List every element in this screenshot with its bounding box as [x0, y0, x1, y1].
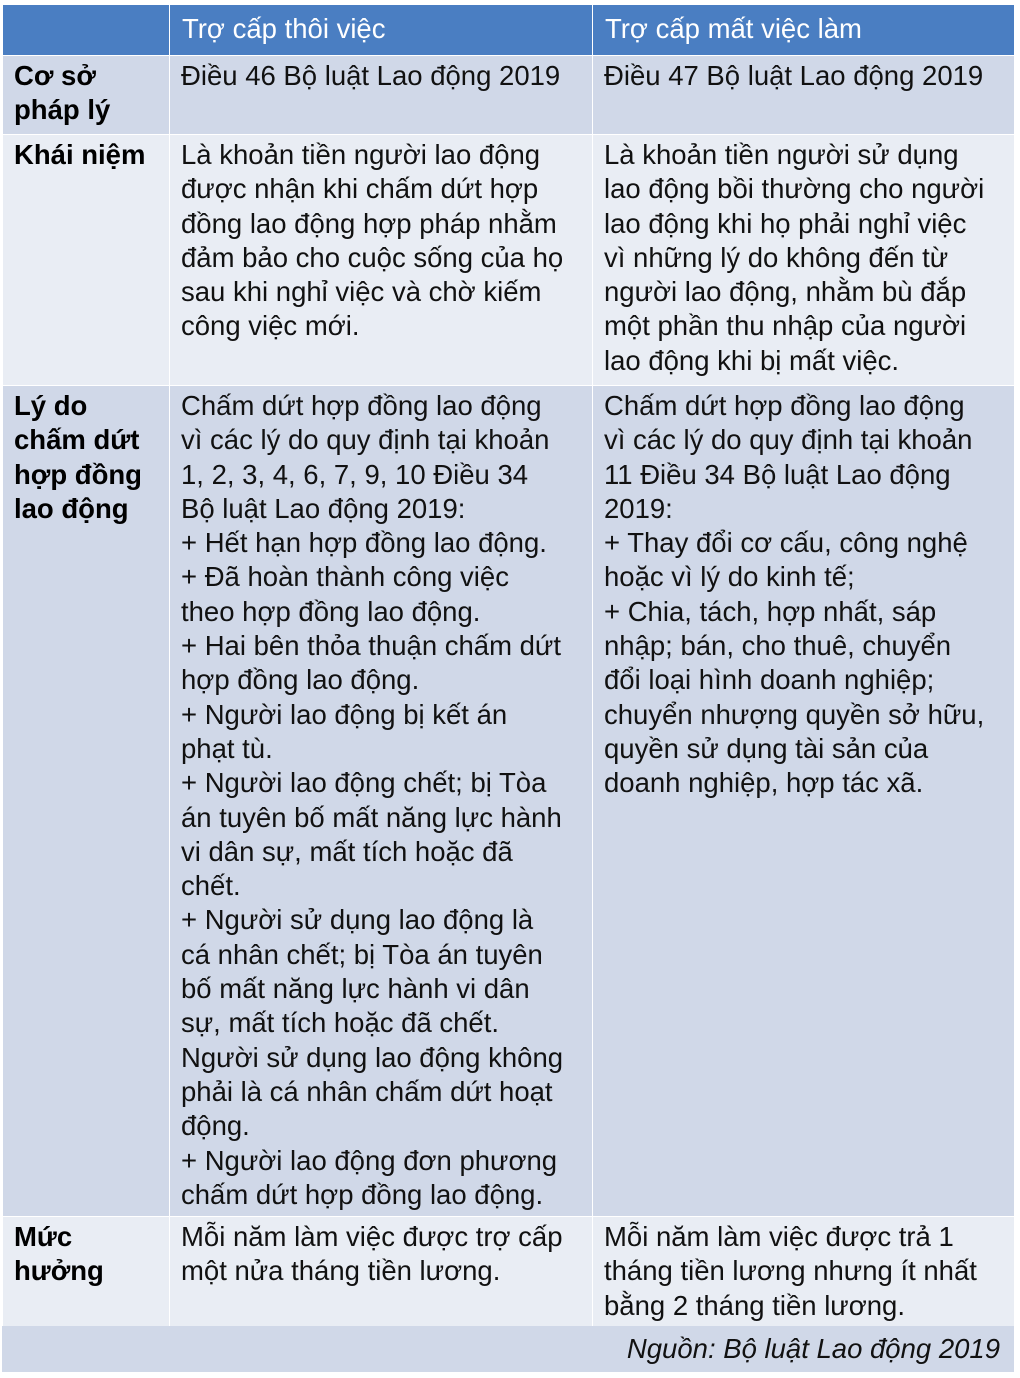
cell-text-line: chuyển nhượng quyền sở hữu, [604, 698, 985, 730]
row-concept [3, 135, 1015, 386]
cell-text-line: pháp lý [14, 94, 111, 126]
source-note: Nguồn: Bộ luật Lao động 2019 [626, 1333, 1000, 1364]
cell-concept-job-loss [593, 135, 1015, 386]
cell-text-line: + Hết hạn hợp đồng lao động. [181, 527, 547, 559]
cell-text-line: phải là cá nhân chấm dứt hoạt [181, 1075, 553, 1107]
cell-text-line: động. [181, 1110, 250, 1142]
cell-text-line: cá nhân chết; bị Tòa án tuyên [181, 938, 543, 970]
cell-text-line: Là khoản tiền người sử dụng [604, 139, 959, 170]
cell-text-line: chấm dứt [14, 424, 140, 456]
cell-text-line: bằng 2 tháng tiền lương. [604, 1289, 905, 1321]
cell-text-line: 11 Điều 34 Bộ luật Lao động [604, 458, 951, 490]
cell-text-line: sự, mất tích hoặc đã chết. [181, 1007, 500, 1039]
cell-text-line: tháng tiền lương nhưng ít nhất [604, 1255, 977, 1287]
cell-text-line: hợp đồng lao động. [181, 664, 420, 696]
cell-text-line: theo hợp đồng lao động. [181, 595, 481, 627]
cell-text-line: Mỗi năm làm việc được trả 1 [604, 1221, 954, 1253]
column-header-job-loss: Trợ cấp mất việc làm [593, 5, 1015, 56]
cell-text-line: Điều 46 Bộ luật Lao động 2019 [181, 60, 561, 91]
cell-text-line: + Người lao động chết; bị Tòa [181, 767, 547, 799]
cell-text-line: + Thay đổi cơ cấu, công nghệ [604, 527, 968, 559]
cell-benefit-level-job-loss [593, 1217, 1015, 1332]
row-header-termination-reasons [3, 386, 170, 1217]
cell-text-line: vì các lý do quy định tại khoản [604, 424, 973, 456]
cell-text-line: công việc mới. [181, 310, 360, 342]
cell-text-line: đồng lao động hợp pháp nhằm [181, 207, 557, 239]
cell-text-line: hưởng [14, 1255, 104, 1287]
cell-text-line: vì các lý do quy định tại khoản [181, 424, 550, 456]
row-header-benefit-level [3, 1217, 170, 1332]
cell-text-line: lao động bồi thường cho người [604, 173, 985, 205]
cell-benefit-level-severance [170, 1217, 593, 1332]
cell-text-line: đảm bảo cho cuộc sống của họ [181, 241, 564, 273]
cell-text-line: lao động khi bị mất việc. [604, 344, 900, 376]
cell-text-line: Chấm dứt hợp đồng lao động [181, 390, 542, 421]
cell-legal-basis-severance [170, 56, 593, 135]
row-benefit-level [3, 1217, 1015, 1332]
cell-legal-basis-job-loss [593, 56, 1015, 135]
cell-text-line: Cơ sở [14, 60, 96, 91]
cell-text-line: bố mất năng lực hành vi dân [181, 973, 530, 1005]
row-legal-basis [3, 56, 1015, 135]
cell-text-line: chết. [181, 870, 241, 902]
cell-text-line: nhập; bán, cho thuê, chuyển [604, 630, 952, 662]
source-row [2, 1326, 1014, 1372]
header-corner-cell [3, 5, 170, 56]
cell-text-line: lao động khi họ phải nghỉ việc [604, 207, 967, 239]
row-header-concept [3, 135, 170, 386]
cell-text-line: + Người lao động bị kết án [181, 698, 508, 730]
cell-text-line: Mỗi năm làm việc được trợ cấp [181, 1221, 563, 1253]
cell-text-line: đổi loại hình doanh nghiệp; [604, 664, 935, 696]
cell-concept-severance [170, 135, 593, 386]
cell-text-line: sau khi nghỉ việc và chờ kiếm [181, 276, 542, 308]
cell-text-line: + Người lao động đơn phương [181, 1144, 558, 1176]
cell-text-line: + Người sử dụng lao động là [181, 904, 534, 936]
cell-text-line: được nhận khi chấm dứt hợp [181, 173, 539, 205]
cell-text-line: một nửa tháng tiền lương. [181, 1255, 501, 1287]
cell-text-line: quyền sử dụng tài sản của [604, 732, 929, 764]
cell-text-line: doanh nghiệp, hợp tác xã. [604, 767, 924, 799]
cell-text-line: Là khoản tiền người lao động [181, 139, 541, 170]
cell-text-line: Lý do [14, 390, 88, 421]
cell-text-line: Khái niệm [14, 139, 146, 170]
comparison-table [2, 4, 1015, 1332]
cell-text-line: hoặc vì lý do kinh tế; [604, 561, 855, 593]
cell-text-line: 2019: [604, 492, 673, 524]
cell-text-line: + Đã hoàn thành công việc [181, 561, 509, 593]
cell-text-line: một phần thu nhập của người [604, 310, 967, 342]
cell-text-line: lao động [14, 492, 129, 524]
cell-text-line: hợp đồng [14, 458, 142, 490]
cell-text-line: + Chia, tách, hợp nhất, sáp [604, 595, 937, 627]
cell-text-line: án tuyên bố mất năng lực hành [181, 801, 562, 833]
cell-text-line: vi dân sự, mất tích hoặc đã [181, 835, 513, 867]
cell-text-line: chấm dứt hợp đồng lao động. [181, 1178, 544, 1210]
row-header-legal-basis [3, 56, 170, 135]
cell-text-line: vì những lý do không đến từ [604, 241, 949, 273]
cell-termination-reasons-severance [170, 386, 593, 1217]
table-header-row [3, 5, 1015, 56]
cell-text-line: + Hai bên thỏa thuận chấm dứt [181, 630, 561, 662]
cell-text-line: phạt tù. [181, 732, 273, 764]
cell-text-line: Bộ luật Lao động 2019: [181, 492, 466, 524]
column-header-severance: Trợ cấp thôi việc [170, 5, 593, 56]
row-termination-reasons [3, 386, 1015, 1217]
cell-text-line: Chấm dứt hợp đồng lao động [604, 390, 965, 421]
cell-termination-reasons-job-loss [593, 386, 1015, 1217]
cell-text-line: người lao động, nhằm bù đắp [604, 276, 967, 308]
cell-text-line: Điều 47 Bộ luật Lao động 2019 [604, 60, 984, 91]
cell-text-line: Người sử dụng lao động không [181, 1041, 564, 1073]
cell-text-line: 1, 2, 3, 4, 6, 7, 9, 10 Điều 34 [181, 458, 529, 490]
cell-text-line: Mức [14, 1221, 73, 1253]
